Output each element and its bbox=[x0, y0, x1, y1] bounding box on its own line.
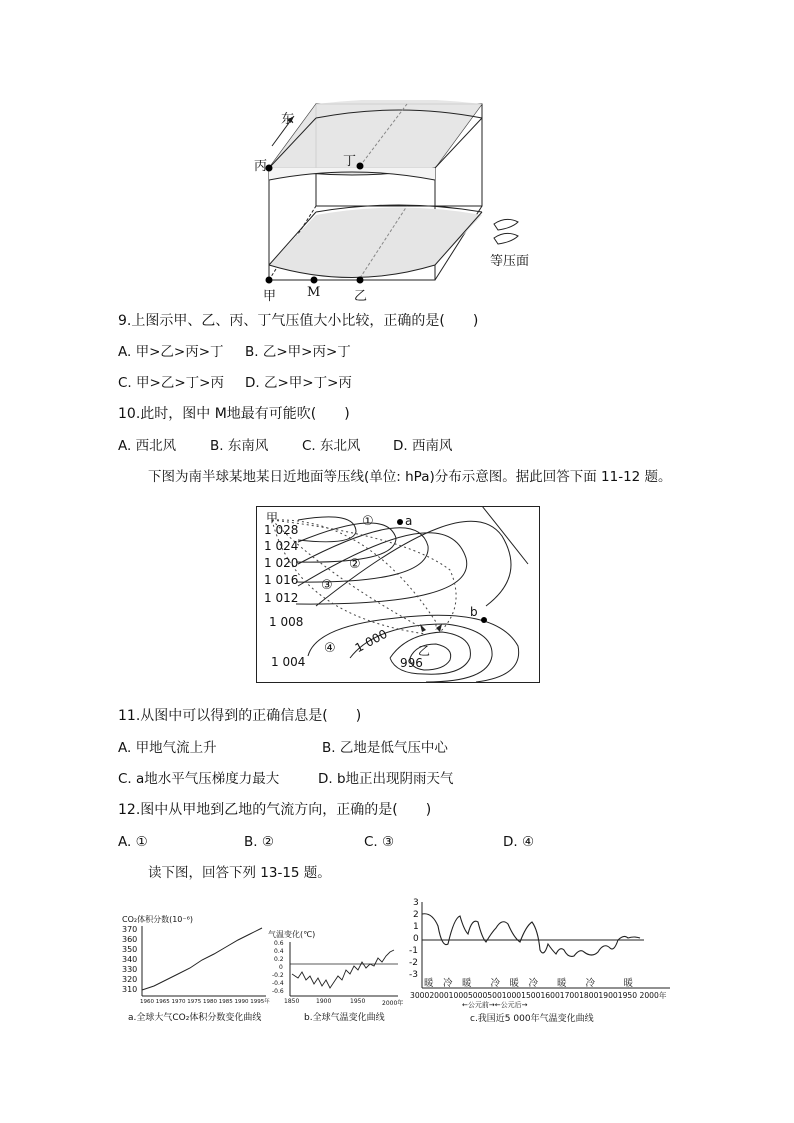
isobar-1016: 1 016 bbox=[264, 573, 299, 587]
isobar-1012: 1 012 bbox=[264, 591, 299, 605]
chart-a-ytick-350: 350 bbox=[122, 945, 138, 954]
chart-c-xticks: 30002000100050005001000150016001700180019001950 2000年 bbox=[410, 991, 667, 1000]
q11-option-b[interactable]: B. 乙地是低气压中心 bbox=[322, 740, 448, 756]
chart-c-era: ←公元前→←公元后→ bbox=[462, 1001, 528, 1009]
isobar-1024: 1 024 bbox=[264, 539, 299, 553]
chart-c-ytick-0: 0 bbox=[413, 934, 419, 944]
chart-b-xtick-1900: 1900 bbox=[316, 998, 332, 1005]
label-bing: 丙 bbox=[254, 159, 268, 174]
point-ding bbox=[357, 163, 364, 170]
chart-c-ytick-m3: -3 bbox=[409, 970, 418, 980]
chart-a-ytick-360: 360 bbox=[122, 935, 138, 944]
isobaric-surface-diagram bbox=[250, 100, 550, 300]
chart-c-caption: c.我国近5 000年气温变化曲线 bbox=[470, 1014, 594, 1024]
point-yi bbox=[357, 277, 364, 284]
label-a: a bbox=[405, 514, 413, 528]
chart-a-co2 bbox=[118, 924, 268, 1004]
q9-option-a[interactable]: A. 甲>乙>丙>丁 bbox=[118, 344, 224, 360]
q12-option-c[interactable]: C. ③ bbox=[364, 834, 395, 850]
chart-c-ytick-m1: -1 bbox=[409, 946, 418, 956]
chart-b-ytick-m02: -0.2 bbox=[272, 972, 284, 979]
point-a bbox=[397, 519, 403, 525]
q11-option-a[interactable]: A. 甲地气流上升 bbox=[118, 740, 217, 756]
chart-a-ytick-310: 310 bbox=[122, 985, 138, 994]
q11-option-d[interactable]: D. b地正出现阴雨天气 bbox=[318, 771, 454, 787]
path-label-2: ② bbox=[349, 557, 361, 572]
chart-a-xticks: 1960 1965 1970 1975 1980 1985 1990 1995年 bbox=[140, 999, 270, 1005]
q9-option-d[interactable]: D. 乙>甲>丁>丙 bbox=[245, 375, 352, 391]
path-label-4: ④ bbox=[324, 641, 336, 656]
chart-c-ytick-1: 1 bbox=[413, 922, 419, 932]
q10-option-b[interactable]: B. 东南风 bbox=[210, 438, 269, 454]
chart-b-ytick-m06: -0.6 bbox=[272, 988, 284, 995]
intro-13-15: 读下图，回答下列 13-15 题。 bbox=[148, 865, 331, 881]
chart-b-xtick-1950: 1950 bbox=[350, 998, 366, 1005]
chart-b-xtick-2000: 2000年 bbox=[382, 1000, 404, 1007]
label-jia: 甲 bbox=[263, 289, 277, 304]
chart-b-ytick-02: 0.2 bbox=[274, 956, 284, 963]
q12-option-b[interactable]: B. ② bbox=[244, 834, 274, 850]
question-11: 11.从图中可以得到的正确信息是( ) bbox=[118, 708, 362, 724]
chart-b-temp bbox=[270, 940, 400, 1000]
chart-c-periods: 暖 冷 暖 冷 暖 冷 暖 冷 暖 bbox=[424, 978, 634, 989]
chart-c-ytick-2: 2 bbox=[413, 910, 419, 920]
isobar-1000: 1 000 bbox=[352, 626, 390, 656]
q9-option-b[interactable]: B. 乙>甲>丙>丁 bbox=[245, 344, 351, 360]
label-jia-map: 甲 bbox=[266, 511, 279, 525]
question-10: 10.此时，图中 M地最有可能吹( ) bbox=[118, 406, 350, 422]
point-m bbox=[311, 277, 318, 284]
chart-a-caption: a.全球大气CO₂体积分数变化曲线 bbox=[128, 1013, 262, 1023]
question-9: 9.上图示甲、乙、丙、丁气压值大小比较，正确的是( ) bbox=[118, 313, 479, 329]
chart-b-ylabel: 气温变化(℃) bbox=[268, 930, 316, 939]
chart-b-ytick-0: 0 bbox=[279, 964, 283, 971]
q10-option-a[interactable]: A. 西北风 bbox=[118, 438, 177, 454]
isobar-1028: 1 028 bbox=[264, 523, 299, 537]
question-12: 12.图中从甲地到乙地的气流方向，正确的是( ) bbox=[118, 802, 432, 818]
isobar-1020: 1 020 bbox=[264, 556, 299, 570]
q9-option-c[interactable]: C. 甲>乙>丁>丙 bbox=[118, 375, 224, 391]
label-b: b bbox=[470, 605, 478, 619]
path-label-3: ③ bbox=[321, 578, 333, 593]
chart-a-ytick-320: 320 bbox=[122, 975, 138, 984]
label-yi: 乙 bbox=[354, 289, 368, 304]
legend-isobaric-surface: 等压面 bbox=[490, 254, 530, 269]
chart-b-ytick-06: 0.6 bbox=[274, 940, 284, 947]
label-m: M bbox=[307, 285, 321, 300]
label-east: 东 bbox=[281, 112, 295, 127]
chart-c-ytick-m2: -2 bbox=[409, 958, 418, 968]
q10-option-c[interactable]: C. 东北风 bbox=[302, 438, 361, 454]
point-jia bbox=[266, 277, 273, 284]
q11-option-c[interactable]: C. a地水平气压梯度力最大 bbox=[118, 771, 280, 787]
chart-a-ytick-340: 340 bbox=[122, 955, 138, 964]
chart-a-ylabel: CO₂体积分数(10⁻⁶) bbox=[122, 915, 193, 924]
chart-b-caption: b.全球气温变化曲线 bbox=[304, 1013, 385, 1023]
chart-c-ytick-3: 3 bbox=[413, 898, 419, 908]
chart-b-xtick-1850: 1850 bbox=[284, 998, 300, 1005]
isobar-1004: 1 004 bbox=[271, 655, 306, 669]
chart-b-ytick-04: 0.4 bbox=[274, 948, 284, 955]
chart-a-ytick-330: 330 bbox=[122, 965, 138, 974]
isobar-1008: 1 008 bbox=[269, 615, 304, 629]
q12-option-d[interactable]: D. ④ bbox=[503, 834, 535, 850]
q12-option-a[interactable]: A. ① bbox=[118, 834, 148, 850]
chart-a-ytick-370: 370 bbox=[122, 925, 138, 934]
q10-option-d[interactable]: D. 西南风 bbox=[393, 438, 453, 454]
path-label-1: ① bbox=[362, 514, 374, 529]
chart-b-ytick-m04: -0.4 bbox=[272, 980, 284, 987]
intro-11-12: 下图为南半球某地某日近地面等压线(单位: hPa)分布示意图。据此回答下面 11-12 题。 bbox=[148, 469, 672, 485]
point-b bbox=[481, 617, 487, 623]
label-ding: 丁 bbox=[343, 154, 357, 169]
isobar-996: 996 bbox=[400, 656, 423, 670]
label-yi-map: 乙 bbox=[418, 644, 431, 658]
